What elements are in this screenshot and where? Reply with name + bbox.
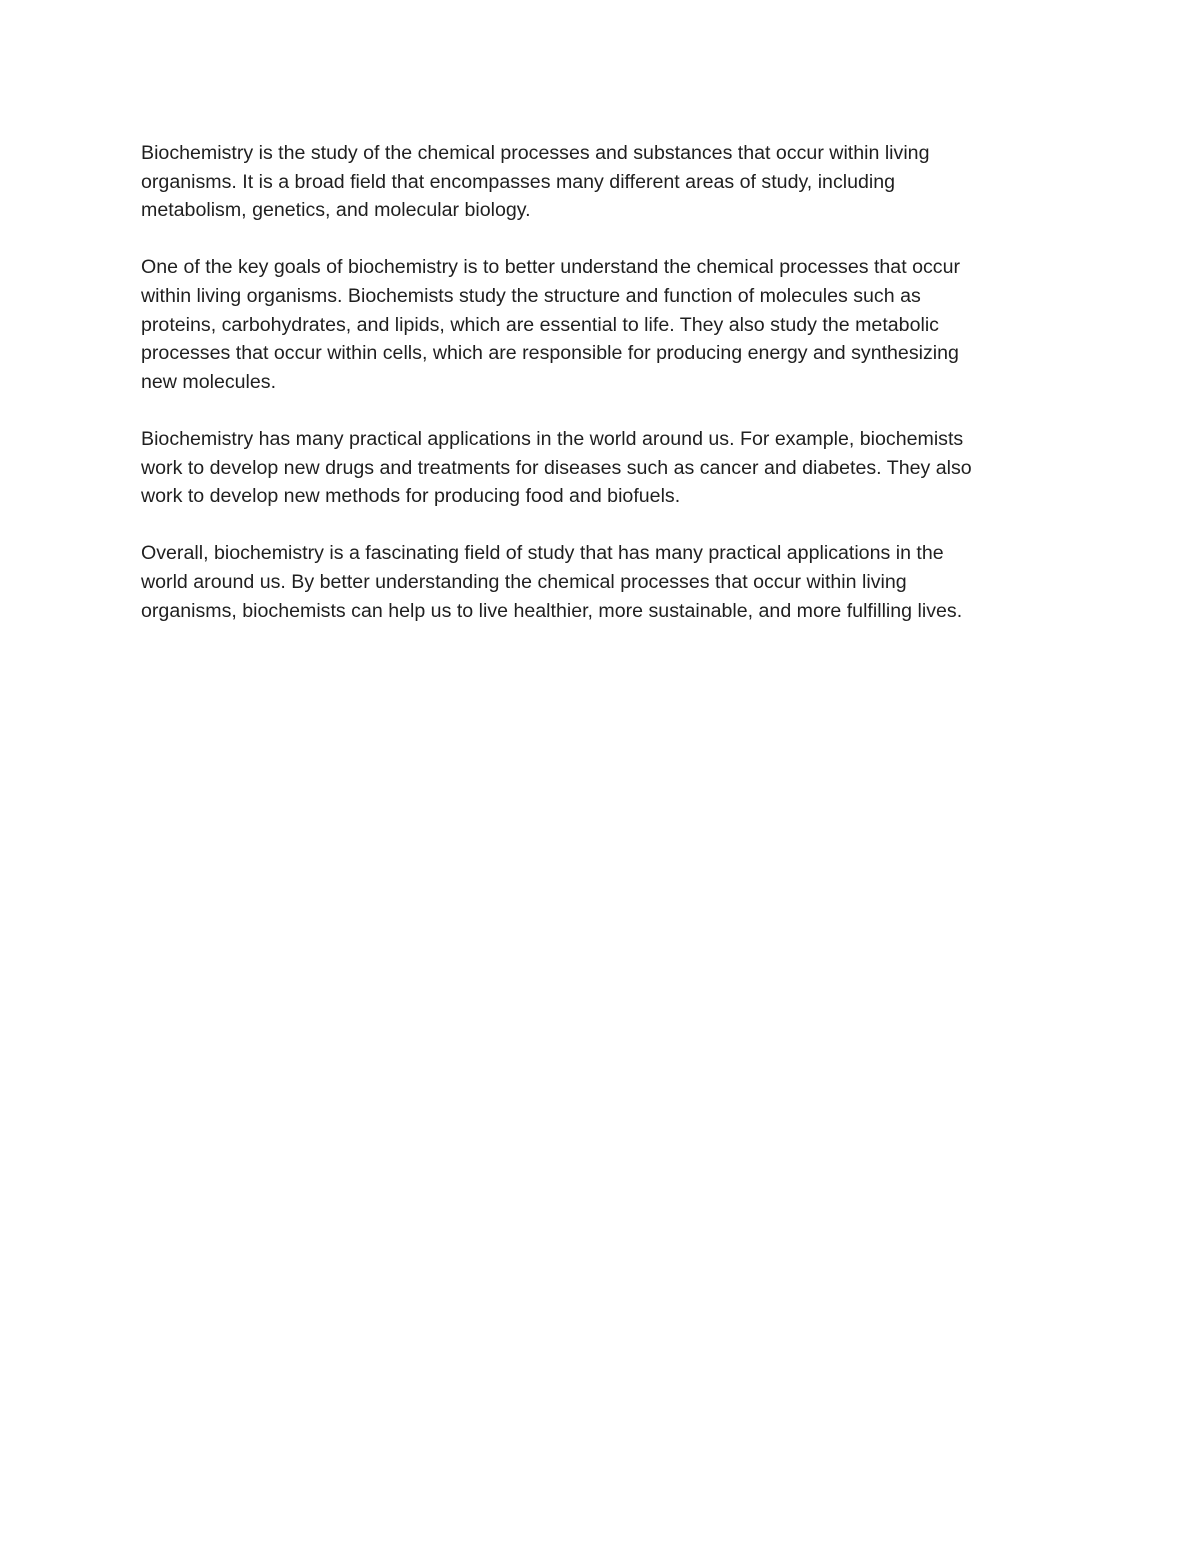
paragraph-line: processes that occur within cells, which are responsible for producing energy and synthesizing [141, 342, 959, 365]
paragraph-line: Biochemistry has many practical applications in the world around us. For example, biochemists [141, 427, 964, 450]
paragraph-line: within living organisms. Biochemists study the structure and function of molecules such as [141, 284, 921, 307]
paragraph-1 [141, 139, 1071, 225]
paragraph-line: new molecules. [141, 370, 277, 393]
paragraph-3 [141, 425, 1071, 511]
paragraph-line: metabolism, genetics, and molecular biology. [141, 199, 531, 222]
document-body [141, 139, 1071, 654]
paragraph-line: work to develop new drugs and treatments for diseases such as cancer and diabetes. They also [141, 456, 972, 479]
paragraph-line: Overall, biochemistry is a fascinating field of study that has many practical applications in the [141, 542, 944, 565]
paragraph-4 [141, 539, 1071, 625]
paragraph-2 [141, 253, 1071, 396]
paragraph-line: organisms, biochemists can help us to live healthier, more sustainable, and more fulfilling lives. [141, 599, 963, 622]
paragraph-line: organisms. It is a broad field that encompasses many different areas of study, including [141, 170, 896, 193]
paragraph-line: world around us. By better understanding the chemical processes that occur within living [141, 570, 907, 593]
paragraph-line: Biochemistry is the study of the chemical processes and substances that occur within living [141, 142, 930, 164]
paragraph-line: work to develop new methods for producing food and biofuels. [141, 485, 681, 508]
paragraph-line: One of the key goals of biochemistry is to better understand the chemical processes that occur [141, 256, 961, 279]
paragraph-line: proteins, carbohydrates, and lipids, which are essential to life. They also study the metabolic [141, 313, 939, 336]
